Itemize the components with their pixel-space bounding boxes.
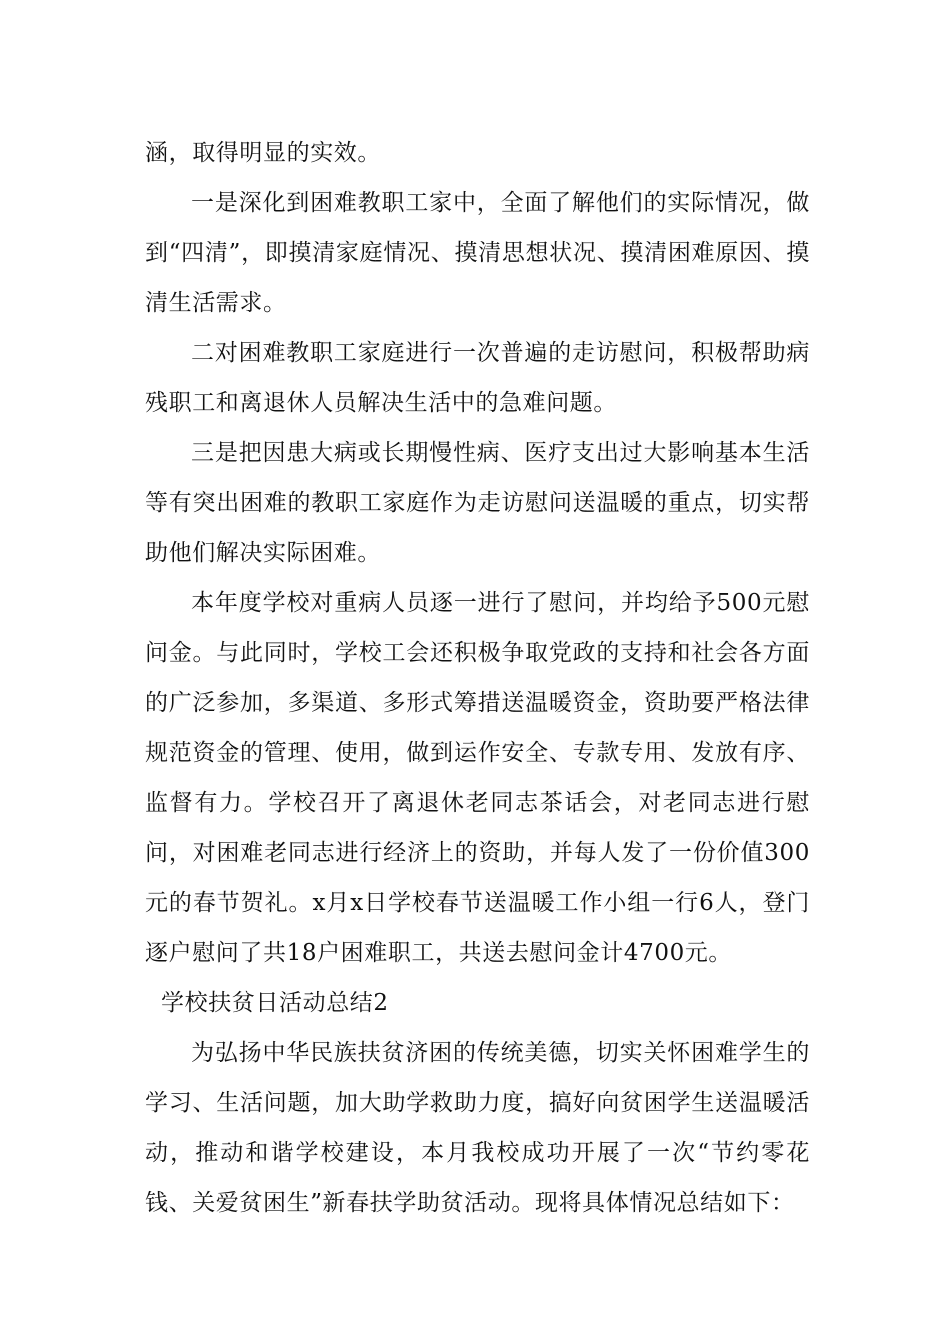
paragraph-activity-intro: 为弘扬中华民族扶贫济困的传统美德，切实关怀困难学生的学习、生活问题，加大助学救助力度，搞好向贫困学生送温暖活动，推动和谐学校建设，本月我校成功开展了一次“节约零花钱、关爱贫困生”新春扶学助贫活动。现将具体情况总结如下： — [145, 1040, 810, 1216]
document-body — [145, 128, 810, 1228]
section-heading: 学校扶贫日活动总结2 — [161, 990, 389, 1016]
paragraph-point-two: 二对困难教职工家庭进行一次普遍的走访慰问，积极帮助病残职工和离退休人员解决生活中的急难问题。 — [145, 340, 810, 416]
paragraph-continuation: 涵，取得明显的实效。 — [145, 140, 381, 166]
paragraph-annual-summary: 本年度学校对重病人员逐一进行了慰问，并均给予500元慰问金。与此同时，学校工会还积极争取党政的支持和社会各方面的广泛参加，多渠道、多形式筹措送温暖资金，资助要严格法律规范资金的管理、使用，做到运作安全、专款专用、发放有序、监督有力。学校召开了离退休老同志茶话会，对老同志进行慰问，对困难老同志进行经济上的资助，并每人发了一份价值300元的春节贺礼。x月x日学校春节送温暖工作小组一行6人，登门逐户慰问了共18户困难职工，共送去慰问金计4700元。 — [145, 590, 810, 966]
paragraph-point-three: 三是把因患大病或长期慢性病、医疗支出过大影响基本生活等有突出困难的教职工家庭作为走访慰问送温暖的重点，切实帮助他们解决实际困难。 — [145, 440, 810, 566]
paragraph-point-one: 一是深化到困难教职工家中，全面了解他们的实际情况，做到“四清”，即摸清家庭情况、摸清思想状况、摸清困难原因、摸清生活需求。 — [145, 190, 810, 316]
